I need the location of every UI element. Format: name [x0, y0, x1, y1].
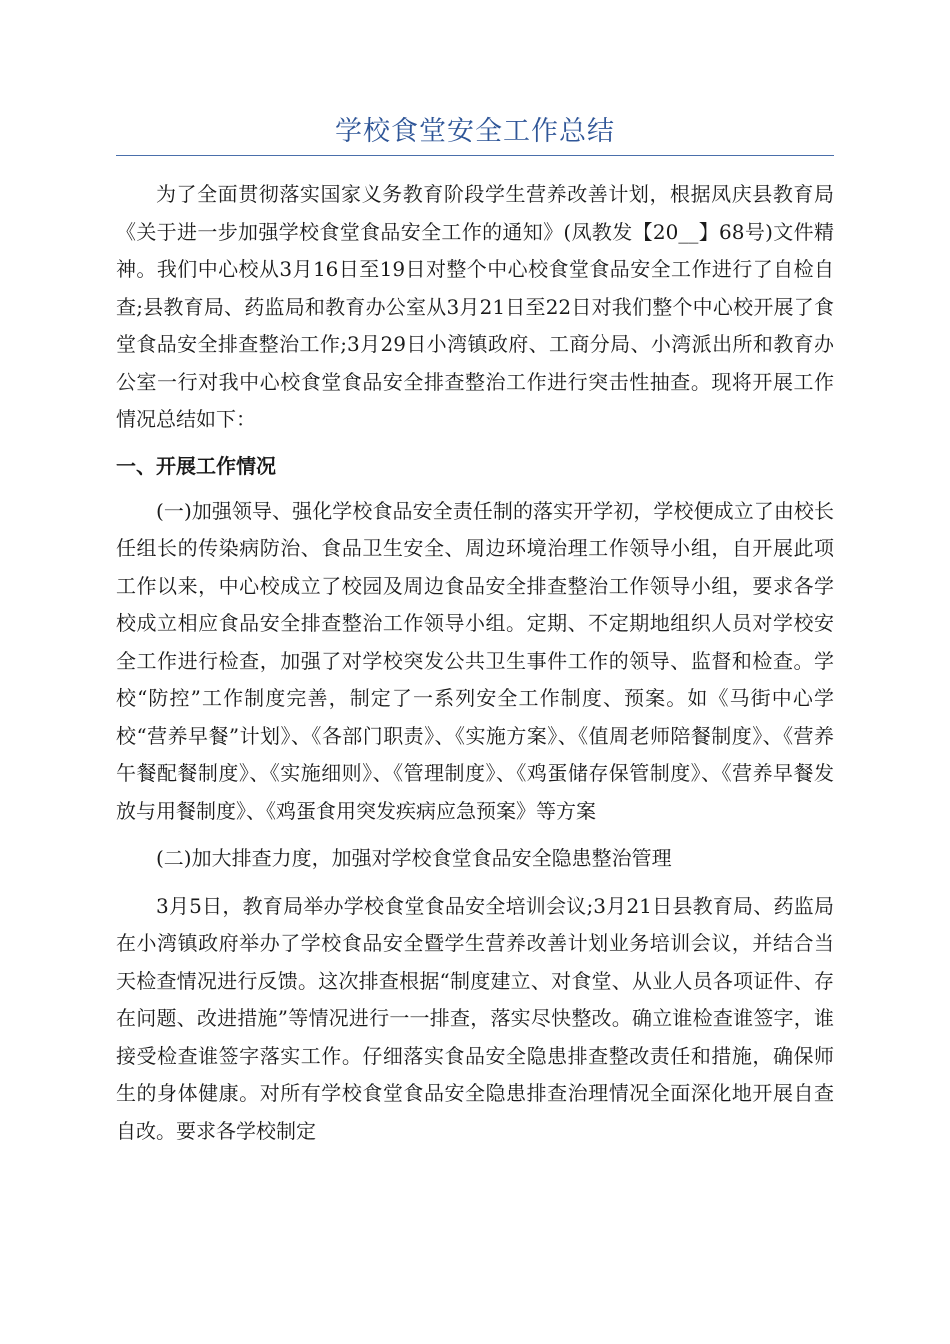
- section-heading: 一、开展工作情况: [116, 453, 276, 478]
- paragraph-training: 3月5日，教育局举办学校食堂食品安全培训会议;3月21日县教育局、药监局在小湾镇政府举办了学校食品安全暨学生营养改善计划业务培训会议，并结合当天检查情况进行反馈。这次排查根据“制度建立、对食堂、从业人员各项证件、存在问题、改进措施”等情况进行一一排查，落实尽快整改。确立谁检查谁签字，谁接受检查谁签字落实工作。仔细落实食品安全隐患排查整改责任和措施，确保师生的身体健康。对所有学校食堂食品安全隐患排查治理情况全面深化地开展自查自改。要求各学校制定: [116, 893, 834, 1143]
- intro-paragraph: 为了全面贯彻落实国家义务教育阶段学生营养改善计划，根据凤庆县教育局《关于进一步加强学校食堂食品安全工作的通知》(凤教发【20__】68号)文件精神。我们中心校从3月16日至19日对整个中心校食堂食品安全工作进行了自检自查;县教育局、药监局和教育办公室从3月21日至22日对我们整个中心校开展了食堂食品安全排查整治工作;3月29日小湾镇政府、工商分局、小湾派出所和教育办公室一行对我中心校食堂食品安全排查整治工作进行突击性抽查。现将开展工作情况总结如下：: [116, 182, 834, 431]
- document-body: [116, 176, 834, 1150]
- document-title: 学校食堂安全工作总结: [335, 116, 615, 147]
- title-underline: [116, 155, 834, 156]
- paragraph-inspection-title: (二)加大排查力度，加强对学校食堂食品安全隐患整治管理: [156, 846, 672, 870]
- paragraph-leadership: (一)加强领导、强化学校食品安全责任制的落实开学初，学校便成立了由校长任组长的传染病防治、食品卫生安全、周边环境治理工作领导小组，自开展此项工作以来，中心校成立了校园及周边食品安全排查整治工作领导小组，要求各学校成立相应食品安全排查整治工作领导小组。定期、不定期地组织人员对学校安全工作进行检查，加强了对学校突发公共卫生事件工作的领导、监督和检查。学校“防控”工作制度完善，制定了一系列安全工作制度、预案。如《马街中心学校“营养早餐”计划》、《各部门职责》、《实施方案》、《值周老师陪餐制度》、《营养午餐配餐制度》、《实施细则》、《管理制度》、《鸡蛋储存保管制度》、《营养早餐发放与用餐制度》、《鸡蛋食用突发疾病应急预案》等方案: [116, 498, 834, 823]
